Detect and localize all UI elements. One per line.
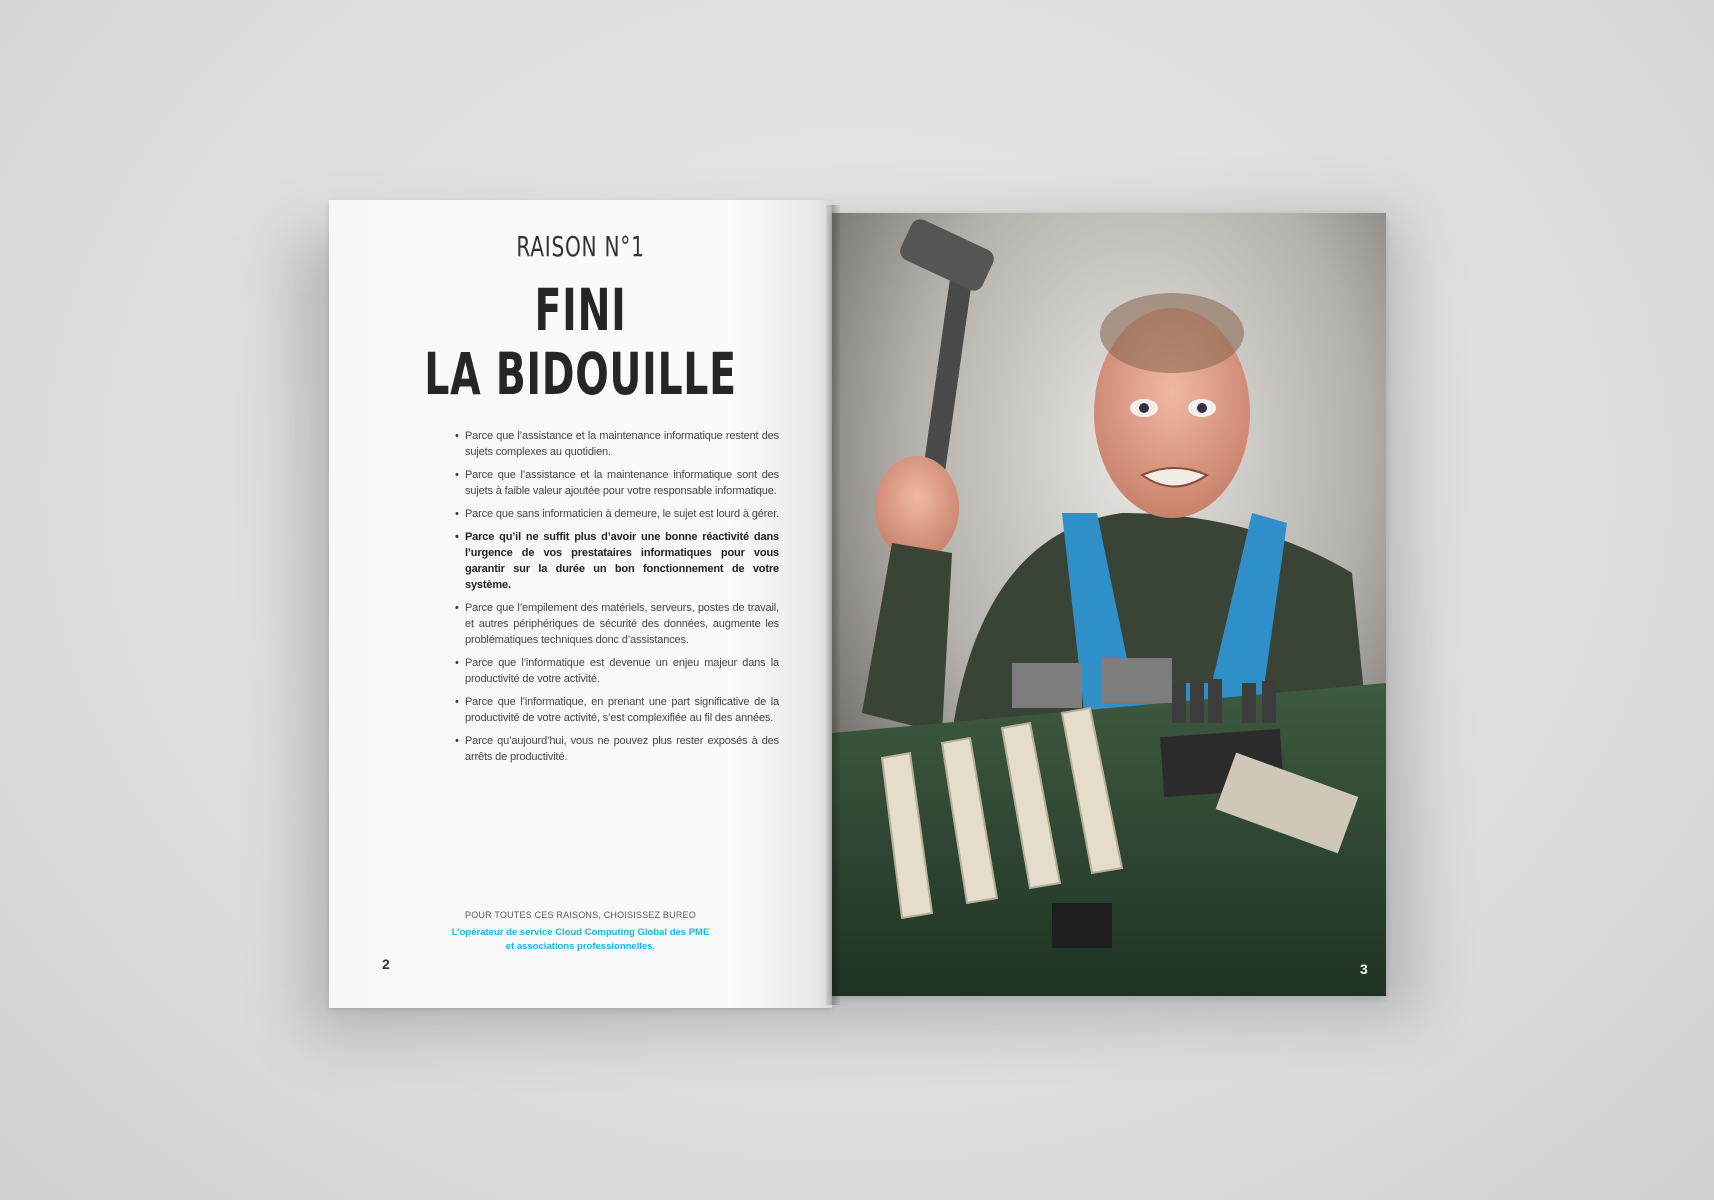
reasons-list (456, 428, 779, 772)
headline-line-1: FINI (534, 276, 627, 344)
headline-line-2: LA BIDOUILLE (424, 340, 737, 408)
page-number-left: 2 (382, 956, 390, 972)
io-connector (1012, 663, 1082, 708)
footer-tagline-line-1: L’opérateur de service Cloud Computing Global des PME (451, 927, 710, 938)
io-connector-2 (1102, 658, 1172, 703)
page-number-right: 3 (1360, 961, 1368, 977)
footer-tagline-line-2: et associations professionnelles. (505, 941, 656, 952)
chipset (1052, 903, 1112, 948)
list-item: • Parce que l’assistance et la maintenance informatique sont des sujets à faible valeur ajoutée pour votre responsable informatique. (456, 467, 779, 499)
footer-title: POUR TOUTES CES RAISONS, CHOISISSEZ BUREO (465, 910, 696, 920)
list-item: • Parce que l’empilement des matériels, serveurs, postes de travail, et autres périphériques de sécurité des données, augmente les problématiques techniques donc d’assistances. (456, 600, 779, 648)
reason-kicker: RAISON N°1 (516, 230, 645, 263)
photo-illustration (832, 213, 1386, 996)
page-footer (329, 910, 832, 954)
list-item: • Parce que l’assistance et la maintenance informatique restent des sujets complexes au quotidien. (456, 428, 779, 460)
footer-tagline (329, 926, 832, 954)
fist-shape (875, 456, 959, 560)
list-item: • Parce que l’informatique, en prenant une part significative de la productivité de votre activité, s’est complexifiée au fil des années. (456, 694, 779, 726)
list-item-highlight: • Parce qu’il ne suffit plus d’avoir une bonne réactivité dans l’urgence de vos prestataires informatiques pour vous garantir sur la durée un bon fonctionnement de votre système. (456, 529, 779, 593)
right-page-photo (832, 213, 1386, 996)
list-item: • Parce qu’aujourd’hui, vous ne pouvez plus rester exposés à des arrêts de productivité. (456, 733, 779, 765)
list-item: • Parce que l’informatique est devenue un enjeu majeur dans la productivité de votre activité. (456, 655, 779, 687)
list-item: • Parce que sans informaticien à demeure, le sujet est lourd à gérer. (456, 506, 779, 522)
left-pupil (1139, 403, 1149, 413)
spine-gutter (826, 205, 840, 1005)
hair-shape (1100, 293, 1244, 373)
left-page (329, 200, 832, 1008)
right-pupil (1197, 403, 1207, 413)
page-headline (409, 278, 751, 406)
